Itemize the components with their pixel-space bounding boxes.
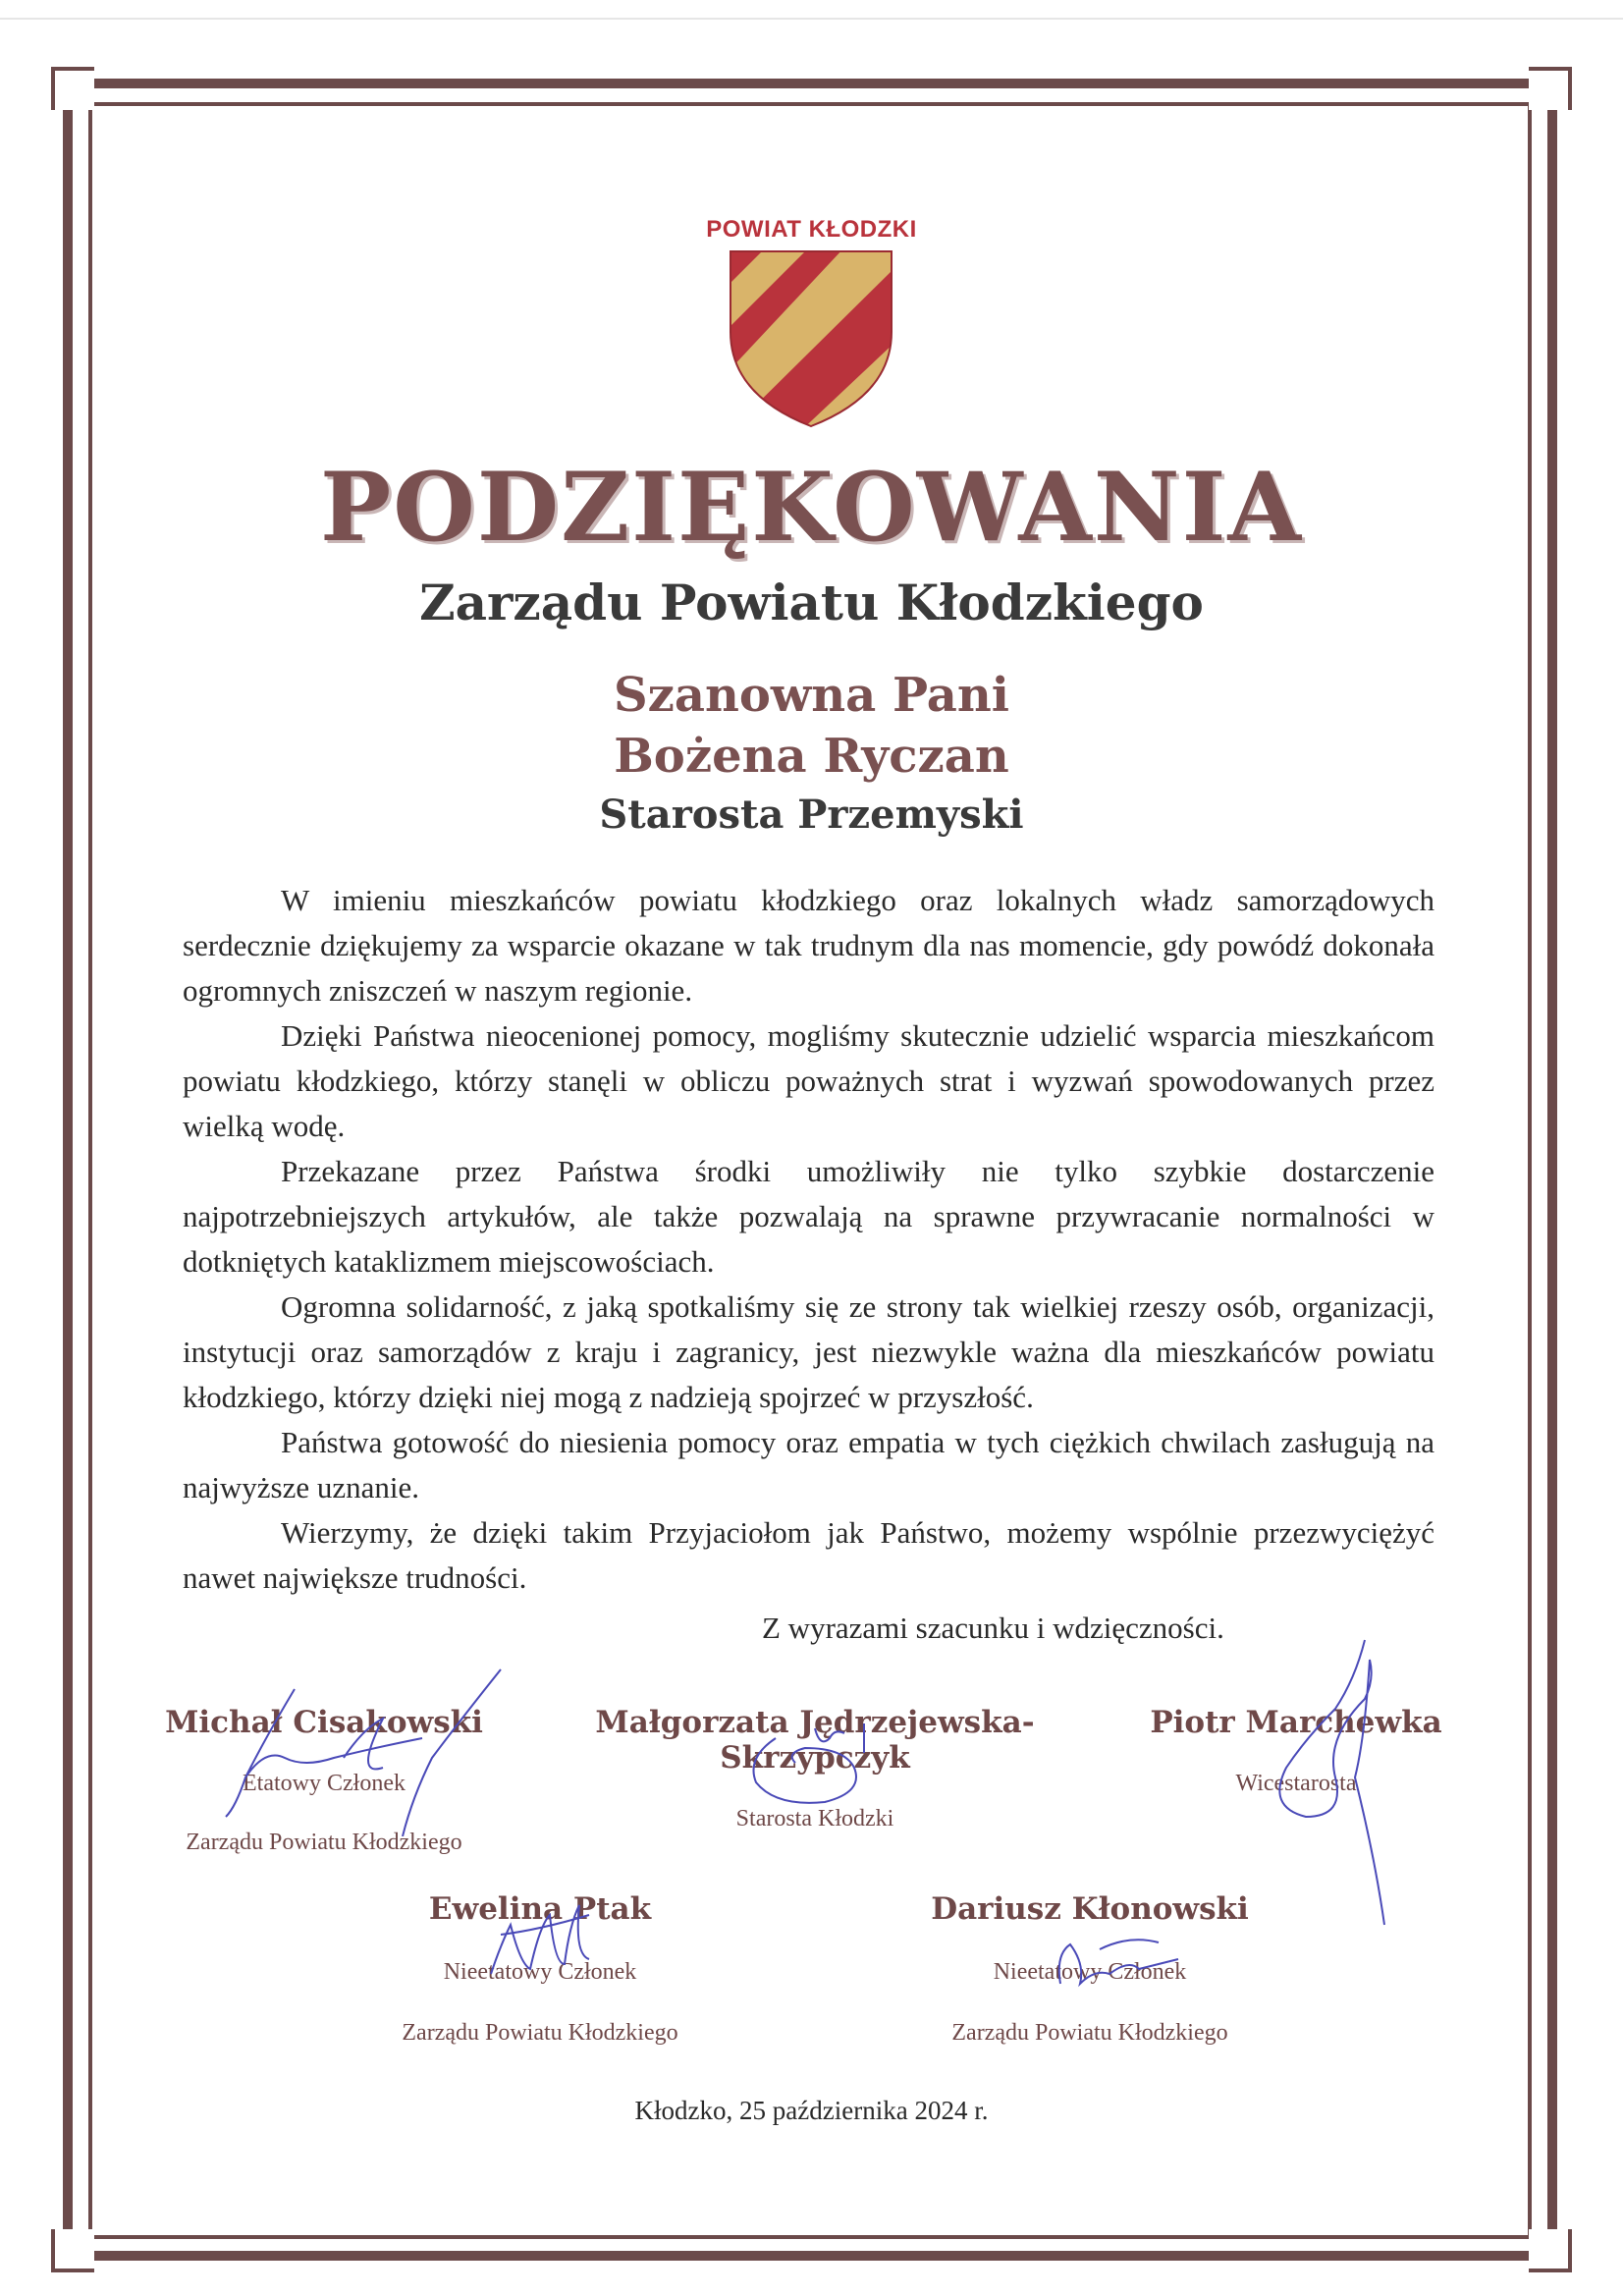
paragraph: W imieniu mieszkańców powiatu kłodzkiego oraz lokalnych władz samorządowych serdecznie dziękujemy za wsparcie okazane w tak trudnym dla nas momencie, gdy powódź dokonała ogromnych zniszczeń w naszym regionie. bbox=[183, 883, 1434, 1008]
page-title: PODZIĘKOWANIA bbox=[320, 452, 1303, 563]
page-subtitle: Zarządu Powiatu Kłodzkiego bbox=[419, 574, 1204, 631]
closing-line: Z wyrazami szacunku i wdzięczności. bbox=[762, 1611, 1224, 1645]
signatory-name: Małgorzata Jędrzejewska-Skrzypczyk bbox=[595, 1705, 1035, 1776]
signatory-name: Michał Cisakowski bbox=[165, 1705, 483, 1740]
border-corner-top-right bbox=[1529, 67, 1572, 110]
coat-of-arms-icon bbox=[727, 247, 895, 430]
border-corner-bottom-left bbox=[51, 2229, 94, 2272]
scan-edge-line bbox=[0, 18, 1623, 20]
signatory-role: Nieetatowy Członek bbox=[993, 1959, 1187, 1985]
signatory-role: Nieetatowy Członek bbox=[443, 1959, 637, 1985]
paragraph: Wierzymy, że dzięki takim Przyjaciołom jak Państwo, możemy wspólnie przezwyciężyć nawet największe trudności. bbox=[183, 1515, 1434, 1595]
paragraph: Ogromna solidarność, z jaką spotkaliśmy się ze strony tak wielkiej rzeszy osób, organizacji, instytucji oraz samorządów z kraju i zagranicy, jest niezwykle ważna dla mieszkańców powiatu kłodzkiego, którzy dzięki niej mogą z nadzieją spojrzeć w przyszłość. bbox=[183, 1289, 1434, 1414]
addressee-role: Starosta Przemyski bbox=[599, 792, 1024, 838]
place-and-date: Kłodzko, 25 października 2024 r. bbox=[634, 2096, 989, 2125]
signatory-role-line2: Zarządu Powiatu Kłodzkiego bbox=[951, 2020, 1228, 2046]
signatory-name: Piotr Marchewka bbox=[1150, 1705, 1442, 1740]
signature-block bbox=[530, 1705, 1100, 1834]
signature-block bbox=[157, 1705, 491, 1858]
signatory-role-line2: Zarządu Powiatu Kłodzkiego bbox=[186, 1830, 462, 1855]
signature-block bbox=[373, 1891, 707, 2049]
signature-block bbox=[1139, 1705, 1453, 1799]
crest-label: POWIAT KŁODZKI bbox=[706, 216, 917, 243]
signatory-role: Etatowy Członek bbox=[243, 1771, 406, 1796]
signatory-role: Starosta Kłodzki bbox=[735, 1806, 894, 1831]
signatory-name: Dariusz Kłonowski bbox=[931, 1891, 1249, 1927]
paragraph: Przekazane przez Państwa środki umożliwiły nie tylko szybkie dostarczenie najpotrzebniejszych artykułów, ale także pozwalają na sprawne przywracanie normalności w dotkniętych kataklizmem miejscowościach. bbox=[183, 1154, 1434, 1279]
signature-block bbox=[923, 1891, 1257, 2049]
letter-body bbox=[183, 878, 1434, 1601]
border-corner-top-left bbox=[51, 67, 94, 110]
signatory-name: Ewelina Ptak bbox=[428, 1891, 652, 1927]
border-corner-bottom-right bbox=[1529, 2229, 1572, 2272]
addressee-name: Bożena Ryczan bbox=[614, 729, 1009, 784]
signatory-role-line2: Zarządu Powiatu Kłodzkiego bbox=[402, 2020, 678, 2046]
signatory-role: Wicestarosta bbox=[1235, 1771, 1357, 1796]
salutation: Szanowna Pani bbox=[613, 668, 1009, 723]
paragraph: Dzięki Państwa nieocenionej pomocy, mogliśmy skutecznie udzielić wsparcia mieszkańcom powiatu kłodzkiego, którzy stanęli w obliczu poważnych strat i wyzwań spowodowanych przez wielką wodę. bbox=[183, 1018, 1434, 1143]
paragraph: Państwa gotowość do niesienia pomocy oraz empatia w tych ciężkich chwilach zasługują na najwyższe uznanie. bbox=[183, 1425, 1434, 1504]
